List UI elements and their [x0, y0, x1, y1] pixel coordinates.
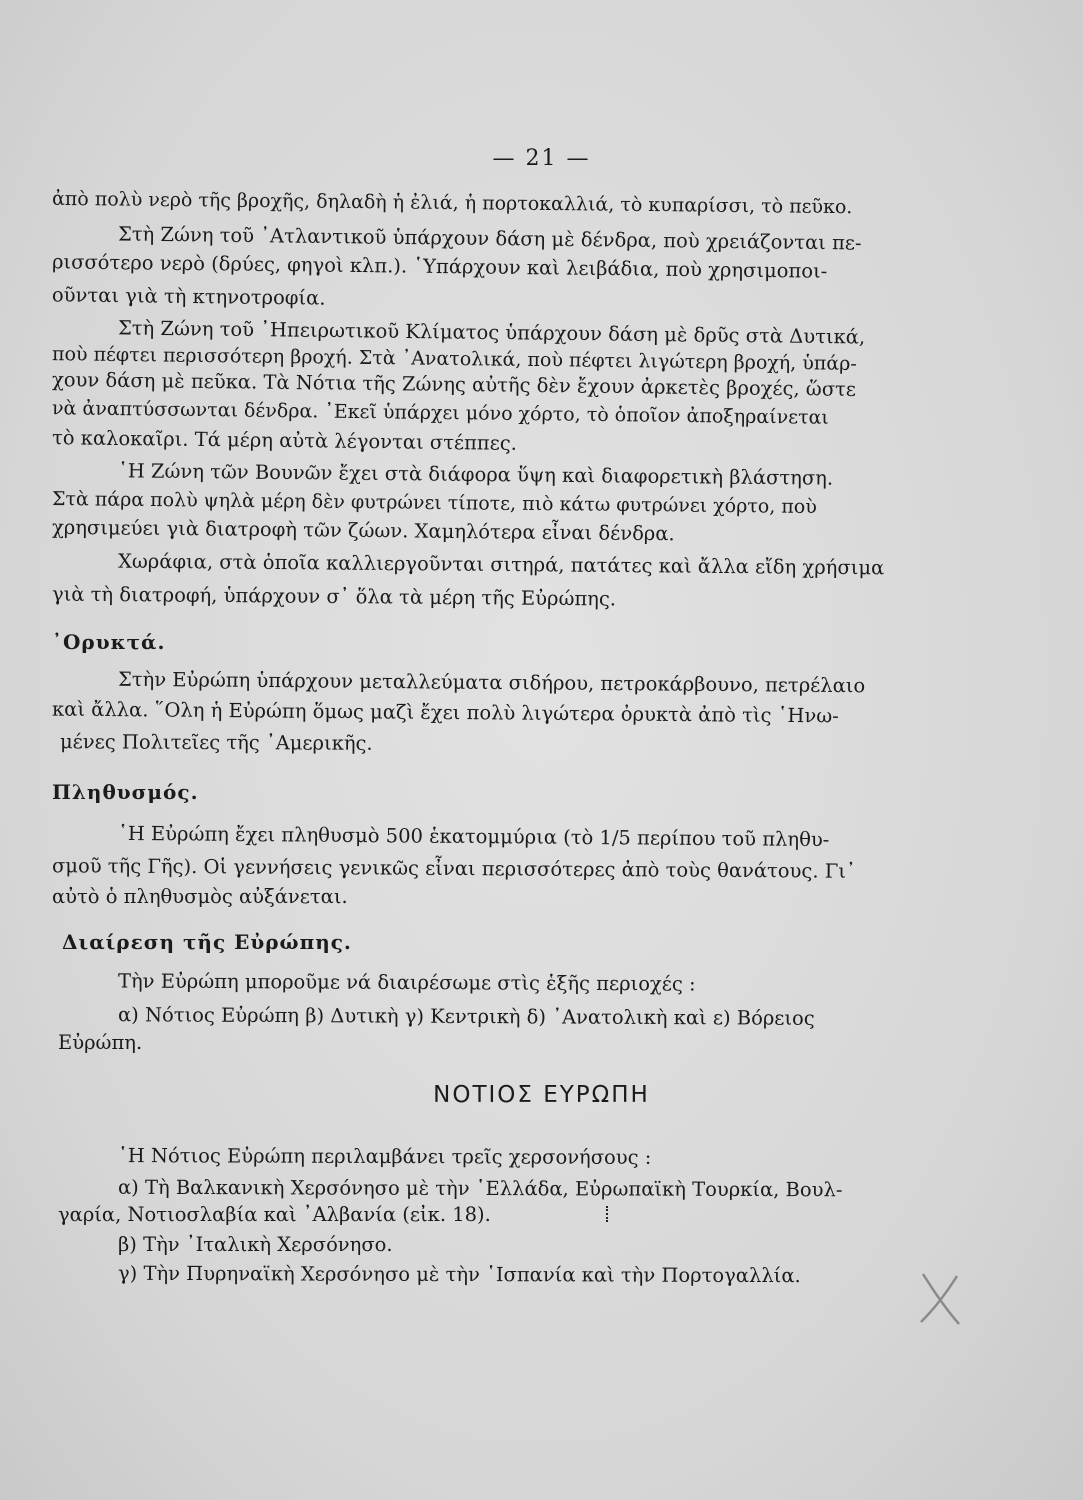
heading-division: Διαίρεση τῆς Εὐρώπης.: [62, 930, 352, 954]
text-line: σμοῦ τῆς Γῆς). Οἱ γεννήσεις γενικῶς εἶναι περισσότερες ἀπὸ τοὺς θανάτους. Γι᾿: [51, 854, 856, 883]
text-line: β) Τὴν ᾿Ιταλικὴ Χερσόνησο.: [118, 1233, 393, 1256]
heading-minerals: ᾿Ορυκτά.: [52, 630, 166, 654]
text-line: Τὴν Εὐρώπη μποροῦμε νά διαιρέσωμε στὶς ἑξῆς περιοχές :: [117, 969, 696, 996]
text-line: γαρία, Νοτιοσλαβία καὶ ᾿Αλβανία (εἰκ. 18).: [58, 1203, 491, 1226]
text-line: ῾Η Ζώνη τῶν Βουνῶν ἔχει στὰ διάφορα ὕψη καὶ διαφορετικὴ βλάστηση.: [117, 459, 834, 490]
text-line: ῾Η Νότιος Εὐρώπη περιλαμβάνει τρεῖς χερσονήσους :: [117, 1144, 652, 1169]
text-line: Στὰ πάρα πολὺ ψηλὰ μέρη δὲν φυτρώνει τίποτε, πιὸ κάτω φυτρώνει χόρτο, ποὺ: [51, 487, 817, 519]
text-line: α) Νότιος Εὐρώπη β) Δυτικὴ γ) Κεντρικὴ δ) ᾿Ανατολικὴ καὶ ε) Βόρειος: [117, 1003, 815, 1030]
text-line: χρησιμεύει γιὰ διατροφὴ τῶν ζώων. Χαμηλότερα εἶναι δένδρα.: [51, 515, 675, 546]
pencil-cross-mark: [915, 1268, 965, 1328]
text-line: χουν δάση μὲ πεῦκα. Τὰ Νότια τῆς Ζώνης αὐτῆς δὲν ἔχουν ἀρκετὲς βροχές, ὥστε: [51, 368, 857, 401]
text-line: Στὴ Ζώνη τοῦ ᾿Ατλαντικοῦ ὑπάρχουν δάση μὲ δένδρα, ποὺ χρειάζονται πε-: [117, 222, 862, 255]
text-line: Στὴ Ζώνη τοῦ ᾿Ηπειρωτικοῦ Κλίματος ὑπάρχουν δάση μὲ δρῦς στὰ Δυτικά,: [117, 316, 866, 349]
text-line: μένες Πολιτεῖες τῆς ᾿Αμερικῆς.: [59, 730, 373, 755]
text-line: Εὐρώπη.: [58, 1031, 143, 1054]
text-line: ποὺ πέφτει περισσότερη βροχή. Στὰ ᾿Ανατολικά, ποὺ πέφτει λιγώτερη βροχή, ὑπάρ-: [51, 343, 857, 375]
text-line: ῾Η Εὐρώπη ἔχει πληθυσμὸ 500 ἑκατομμύρια (τὸ 1/5 περίπου τοῦ πληθυ-: [117, 821, 830, 852]
figure-marker: [606, 1206, 612, 1222]
text-line: τὸ καλοκαῖρι. Τά μέρη αὐτὰ λέγονται στέππες.: [51, 426, 518, 455]
text-line: α) Τὴ Βαλκανικὴ Χερσόνησο μὲ τὴν ῾Ελλάδα, Εὐρωπαϊκὴ Τουρκία, Βουλ-: [117, 1175, 843, 1202]
section-title: ΝΟΤΙΟΣ ΕΥΡΩΠΗ: [433, 1082, 650, 1108]
text-line: νὰ ἀναπτύσσωνται δένδρα. ᾿Εκεῖ ὑπάρχει μόνο χόρτο, τὸ ὁποῖον ἀποξηραίνεται: [51, 397, 829, 429]
text-line: αὐτὸ ὁ πληθυσμὸς αὐξάνεται.: [52, 885, 348, 908]
page-number: — 21 —: [492, 146, 591, 171]
text-line: γ) Τὴν Πυρηναϊκὴ Χερσόνησο μὲ τὴν ῾Ισπανία καὶ τὴν Πορτογαλλία.: [117, 1261, 801, 1288]
text-line: ρισσότερο νερὸ (δρύες, φηγοὶ κλπ.). ῾Υπάρχουν καὶ λειβάδια, ποὺ χρησιμοποι-: [51, 250, 828, 283]
text-line: γιὰ τὴ διατροφή, ὑπάρχουν σ᾿ ὅλα τὰ μέρη τῆς Εὐρώπης.: [51, 582, 617, 611]
text-line: καὶ ἄλλα. ῞Ολη ἡ Εὐρώπη ὅμως μαζὶ ἔχει πολὺ λιγώτερα ὀρυκτὰ ἀπὸ τὶς ῾Ηνω-: [51, 697, 839, 728]
text-line: οῦνται γιὰ τὴ κτηνοτροφία.: [51, 283, 326, 310]
text-line: Στὴν Εὐρώπη ὑπάρχουν μεταλλεύματα σιδήρου, πετροκάρβουνο, πετρέλαιο: [117, 667, 866, 698]
text-line: ἀπὸ πολὺ νερὸ τῆς βροχῆς, δηλαδὴ ἡ ἐλιά, ἡ πορτοκαλλιά, τὸ κυπαρίσσι, τὸ πεῦκο.: [51, 187, 853, 219]
text-line: Χωράφια, στὰ ὁποῖα καλλιεργοῦνται σιτηρά, πατάτες καὶ ἄλλα εἴδη χρήσιμα: [117, 549, 885, 580]
heading-population: Πληθυσμός.: [52, 780, 199, 804]
